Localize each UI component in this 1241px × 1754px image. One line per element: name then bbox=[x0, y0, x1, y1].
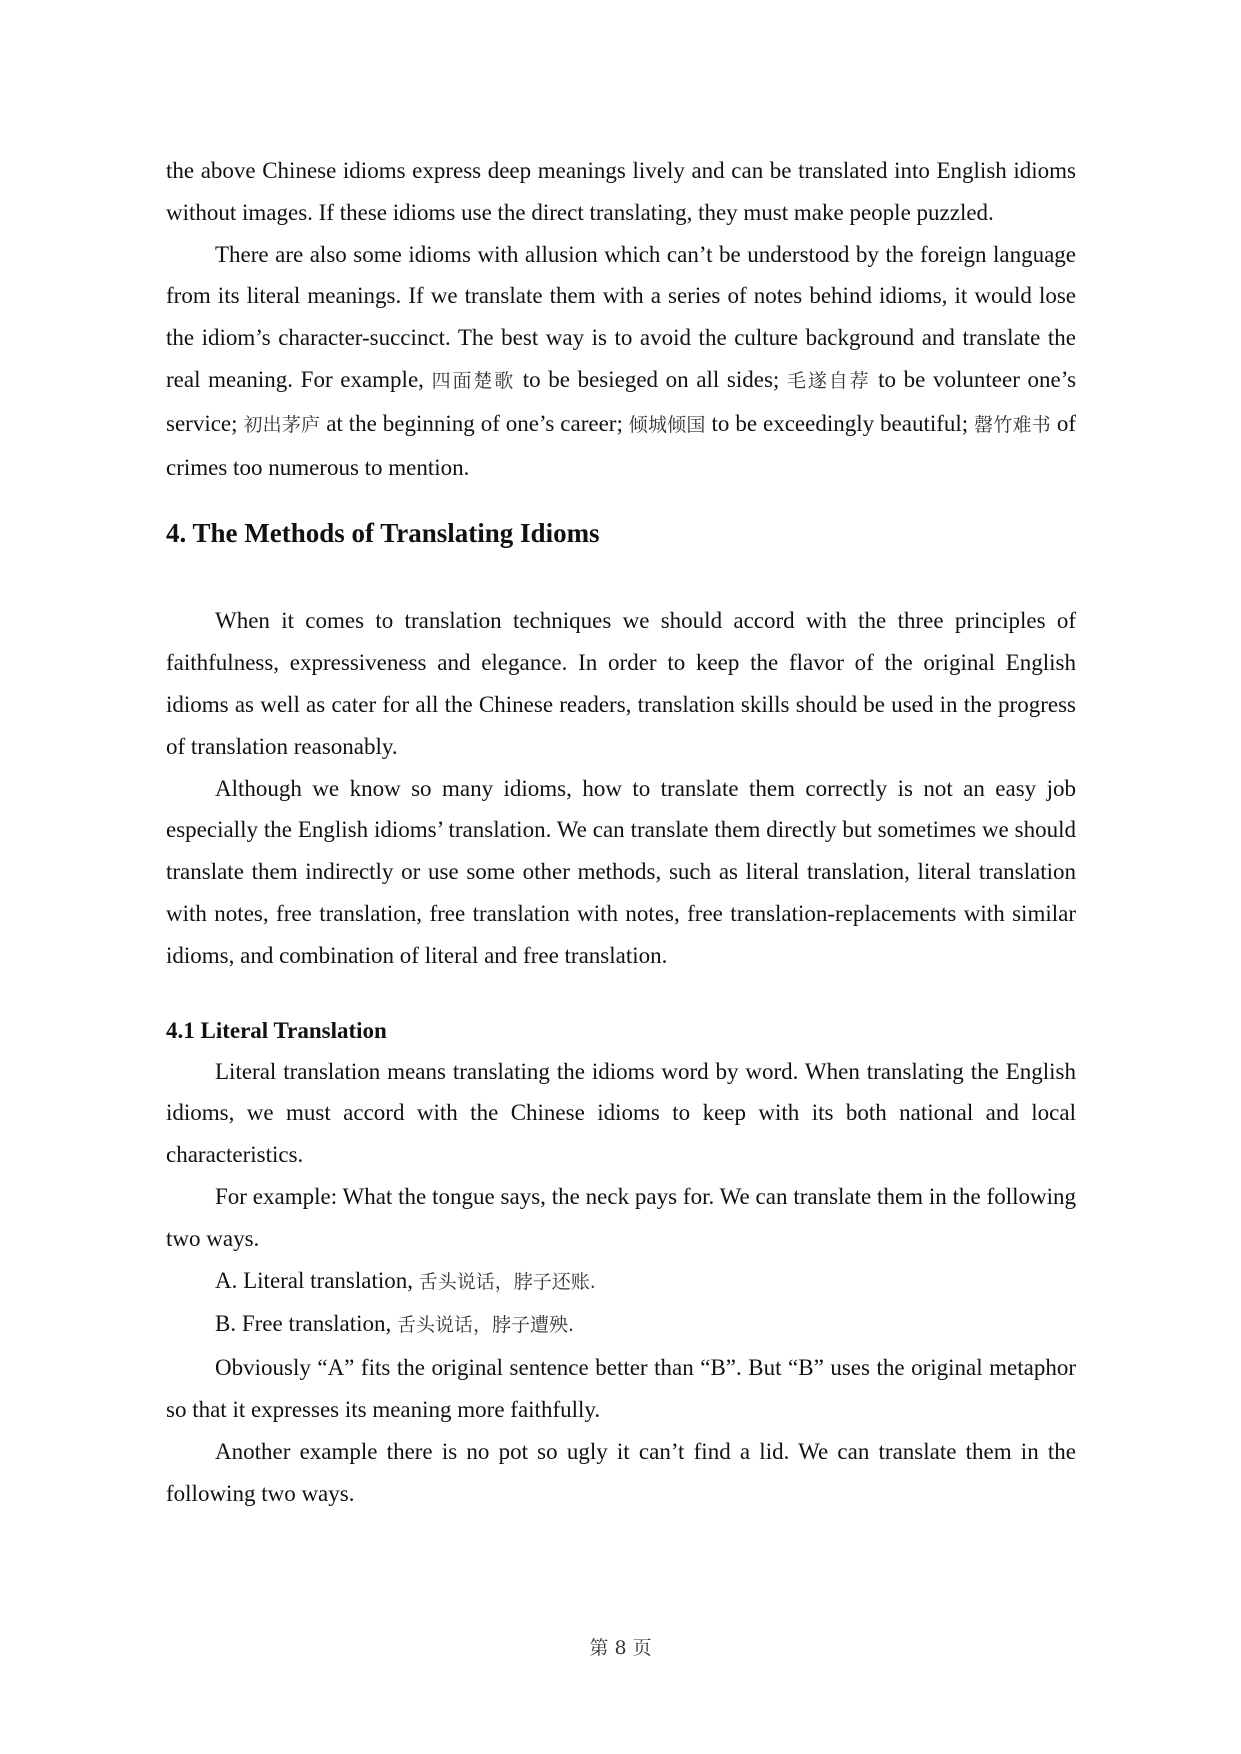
paragraph-comparison: Obviously “A” fits the original sentence better than “B”. But “B” uses the original metaphor so that it expresses its meaning more faithfully. bbox=[166, 1355, 1076, 1422]
paragraph-continuation: the above Chinese idioms express deep meanings lively and can be translated into English idioms without images. If these idioms use the direct translating, they must make people puzzled. bbox=[166, 158, 1076, 225]
idiom-chinese: 倾城倾国 bbox=[628, 413, 706, 436]
page-number: 第 8 页 bbox=[589, 1637, 652, 1659]
list-item-label: B. Free translation, bbox=[215, 1311, 392, 1337]
list-item-chinese: 舌头说话，脖子遭殃. bbox=[397, 1314, 575, 1337]
idiom-chinese: 初出茅庐 bbox=[243, 413, 321, 436]
idiom-chinese: 四面楚歌 bbox=[431, 369, 516, 392]
list-item-a bbox=[166, 1260, 1076, 1304]
idiom-english: to be volunteer one’s service; bbox=[166, 366, 1077, 436]
paragraph-literal-definition: Literal translation means translating the idioms word by word. When translating the English idioms, we must accord with the Chinese idioms to keep with its both national and local characteristics. bbox=[166, 1058, 1076, 1168]
paragraph-lead-text: There are also some idioms with allusion which can’t be understood by the foreign language from its literal meanings. If we translate them with a series of notes behind idioms, it would lose the idiom’s character-succinct. The best way is to avoid the culture background and translate the real meaning. For example, bbox=[166, 241, 1076, 392]
paragraph-translation-principles: When it comes to translation techniques we should accord with the three principles of faithfulness, expressiveness and elegance. In order to keep the flavor of the original English idioms as well as cater for all the Chinese readers, translation skills should be used in the progress of translation reasonably. bbox=[166, 608, 1076, 759]
idiom-english: to be besieged on all sides; bbox=[522, 366, 780, 392]
page-content bbox=[166, 150, 1076, 1514]
paragraph-allusion-idioms bbox=[166, 234, 1076, 489]
idiom-chinese: 罄竹难书 bbox=[974, 413, 1051, 436]
list-item-label: A. Literal translation, bbox=[215, 1267, 413, 1293]
idiom-english: to be exceedingly beautiful; bbox=[711, 410, 969, 436]
list-item-b bbox=[166, 1303, 1076, 1347]
idiom-english: of crimes too numerous to mention. bbox=[166, 410, 1077, 480]
paragraph-example-pot: Another example there is no pot so ugly it can’t find a lid. We can translate them in the following two ways. bbox=[166, 1438, 1076, 1506]
list-item-chinese: 舌头说话，脖子还账. bbox=[418, 1270, 596, 1293]
idiom-english: at the beginning of one’s career; bbox=[326, 410, 623, 436]
idiom-chinese: 毛遂自荐 bbox=[786, 369, 871, 392]
paragraph-example-tongue: For example: What the tongue says, the neck pays for. We can translate them in the following two ways. bbox=[166, 1183, 1076, 1251]
paragraph-translation-methods: Although we know so many idioms, how to translate them correctly is not an easy job especially the English idioms’ translation. We can translate them directly but sometimes we should translate them indirectly or use some other methods, such as literal translation, literal translation with notes, free translation, free translation with notes, free translation-replacements with similar idioms, and combination of literal and free translation. bbox=[166, 775, 1076, 968]
section-heading-methods: 4. The Methods of Translating Idioms bbox=[166, 518, 600, 549]
subsection-heading-literal: 4.1 Literal Translation bbox=[166, 1017, 387, 1043]
